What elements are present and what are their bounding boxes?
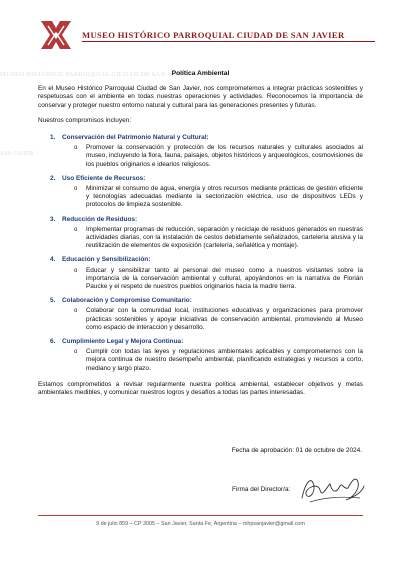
commitment-text: Promover la conservación y protección de los recursos naturales y culturales asociados al museo, incluyendo la flora, fauna, paisajes, objetos históricos y arqueológicos, cosmovisiones de los pueblos originarios e idearios religiosos.: [86, 144, 363, 168]
commitment-title: Uso Eficiente de Recursos:: [62, 174, 146, 182]
bullet-icon: o: [74, 186, 78, 193]
commitment-item: [38, 256, 363, 291]
bullet-icon: o: [74, 349, 78, 356]
commitment-item: [38, 175, 363, 210]
commitment-text: Cumplir con todas las leyes y regulaciones ambientales aplicables y comprometernos con la mejora continua de nuestro desempeño ambiental, planificando estrategias y recursos a corto, mediano y largo plazo.: [86, 348, 363, 372]
closing-paragraph: Estamos comprometidos a revisar regularmente nuestra política ambiental, establecer objetivos y metas ambientales medibles, y comunicar nuestros logros y desafíos a todas las partes interesadas.: [38, 380, 363, 397]
commitment-text: Implementar programas de reducción, separación y reciclaje de residuos generados en nuestras actividades diarias, con la instalación de cestos debidamente señalizados, cartelería alusiva y la reutilización de elementos de exposición (cartelería, señalética y montaje).: [86, 225, 363, 250]
bullet-icon: o: [74, 145, 78, 152]
bullet-icon: o: [74, 226, 78, 233]
footer-address: 9 de julio 859 – CP 3005 – San Javier, Santa Fe, Argentina – mhpsanjavier@gmail.com: [96, 521, 305, 527]
commitment-title: Conservación del Patrimonio Natural y Cultural:: [62, 134, 209, 142]
commitment-text: Colaborar con la comunidad local, instituciones educativas y organizaciones para promover prácticas sostenibles y apoyar iniciativas de conservación ambiental, promoviendo al Museo como espacio de interacción y desarrollo.: [86, 307, 363, 331]
commitment-item: [38, 134, 363, 169]
commitment-text: Educar y sensibilizar tanto al personal del museo como a nuestros visitantes sobre la importancia de la conservación ambiental y cultural, apoyándonos en la narrativa de Florián Paucke y el respeto de nuestros pueblos originarios hacia la madre tierra.: [86, 266, 363, 291]
commitment-number: 5.: [50, 297, 56, 305]
signature-label: Firma del Director/a:: [232, 486, 291, 493]
commitment-text: Minimizar el consumo de agua, energía y otros recursos mediante prácticas de gestión eficiente y tecnologías adecuadas mediante la sectorización eléctrica, uso de dispositivos LEDs y protocolos de limpieza sostenible.: [86, 185, 363, 209]
bullet-icon: o: [74, 267, 78, 274]
commitment-number: 6.: [50, 338, 56, 346]
museum-name: MUSEO HISTÓRICO PARROQUIAL CIUDAD DE SAN JAVIER: [82, 30, 345, 40]
commitment-title: Colaboración y Compromiso Comunitario:: [62, 297, 192, 305]
museum-logo-icon: [38, 18, 74, 52]
commitment-number: 3.: [50, 215, 56, 223]
watermark-text-secondary: SAN JAVIER: [0, 151, 34, 157]
commitment-title: Educación y Sensibilización:: [62, 256, 151, 264]
commitment-title: Cumplimiento Legal y Mejora Continua:: [62, 338, 184, 346]
commitment-title: Reducción de Residuos:: [62, 215, 138, 223]
commitments-lead: Nuestros compromisos incluyen:: [38, 116, 132, 124]
commitment-number: 4.: [50, 256, 56, 264]
commitment-number: 1.: [50, 134, 56, 142]
footer-divider: [38, 515, 363, 516]
commitments-list: [38, 134, 363, 373]
policy-document: [38, 70, 363, 397]
document-title: Política Ambiental: [171, 70, 230, 77]
letterhead: [38, 18, 378, 56]
signature-icon: [296, 468, 368, 512]
commitment-item: [38, 216, 363, 251]
header-divider: [82, 41, 375, 42]
intro-paragraph: En el Museo Histórico Parroquial Ciudad de San Javier, nos comprometemos a integrar prácticas sostenibles y respetuosas con el ambiente en todas nuestras operaciones y actividades. Reconocemos la importancia de conservar y proteger nuestro entorno natural y cultural para las generaciones presentes y futuras.: [38, 85, 363, 109]
commitment-item: [38, 297, 363, 332]
commitment-number: 2.: [50, 174, 56, 182]
bullet-icon: o: [74, 308, 78, 315]
approval-date: Fecha de aprobación: 01 de octubre de 2024.: [231, 447, 362, 454]
commitment-item: [38, 338, 363, 373]
watermark-text: MUSEO HISTÓRICO PARROQUIAL CIUDAD DE SAN JAVIER: [0, 71, 191, 78]
